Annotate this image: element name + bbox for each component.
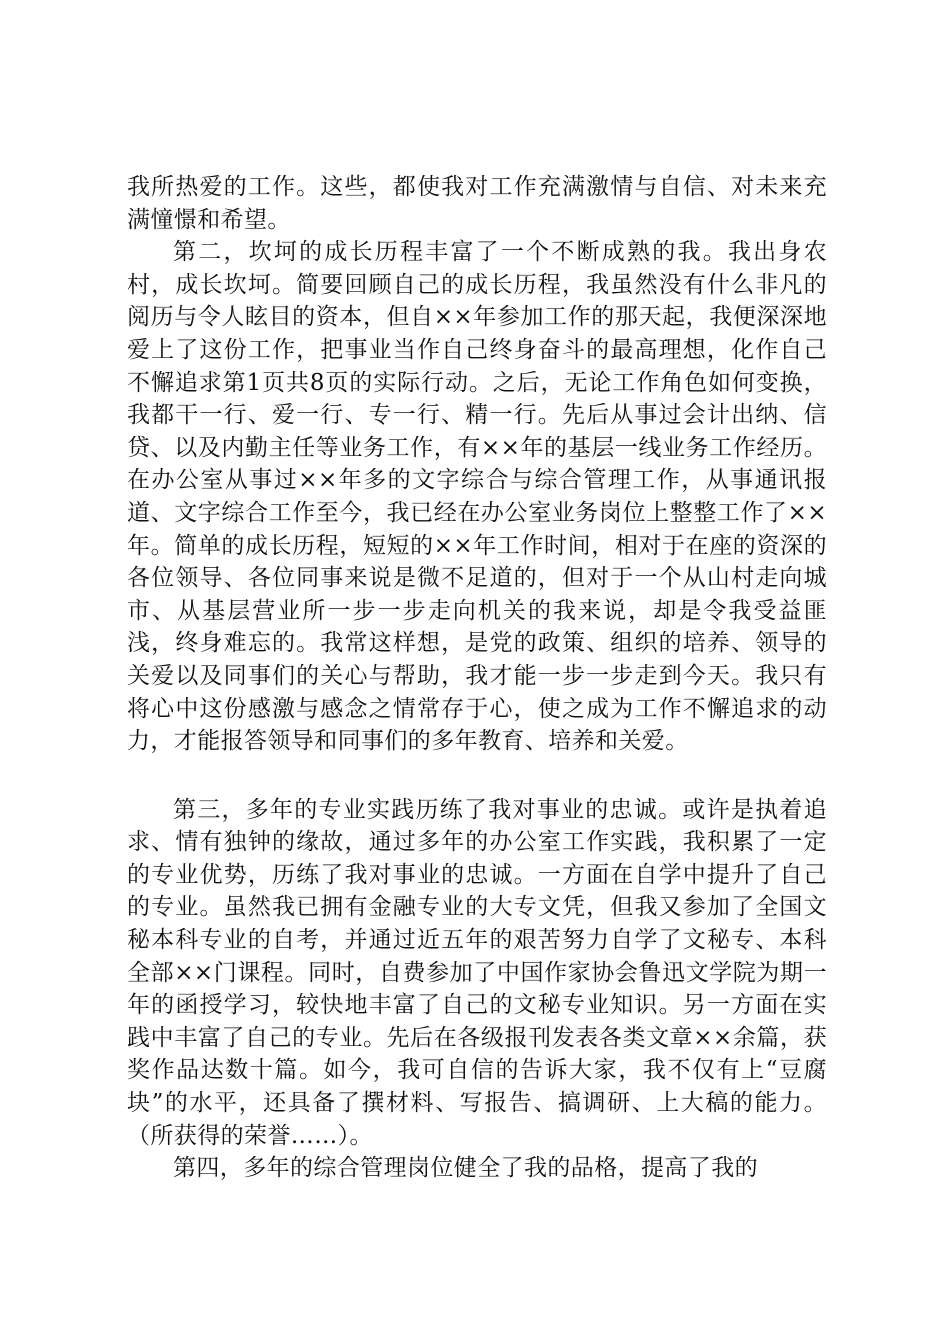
paragraph-continuation: 我所热爱的工作。这些，都使我对工作充满激情与自信、对未来充满憧憬和希望。 (127, 174, 827, 233)
paragraph-fourth-point: 第四，多年的综合管理岗位健全了我的品格，提高了我的 (173, 1155, 758, 1182)
paragraph-second-point: 第二，坎坷的成长历程丰富了一个不断成熟的我。我出身农村，成长坎坷。简要回顾自己的成长历程，我虽然没有什么非凡的阅历与令人眩目的资本，但自××年参加工作的那天起，我便深深地爱上了这份工作，把事业当作自己终身奋斗的最高理想，化作自己不懈追求第1页共8页的实际行动。之后，无论工作角色如何变换，我都干一行、爱一行、专一行、精一行。先后从事过会计出纳、信贷、以及内勤主任等业务工作，有××年的基层一线业务工作经历。在办公室从事过××年多的文字综合与综合管理工作，从事通讯报道、文字综合工作至今，我已经在办公室业务岗位上整整工作了××年。简单的成长历程，短短的××年工作时间，相对于在座的资深的各位领导、各位同事来说是微不足道的，但对于一个从山村走向城市、从基层营业所一步一步走向机关的我来说，却是令我受益匪浅，终身难忘的。我常这样想，是党的政策、组织的培养、领导的关爱以及同事们的关心与帮助，我才能一步一步走到今天。我只有将心中这份感激与感念之情常存于心，使之成为工作不懈追求的动力，才能报答领导和同事们的多年教育、培养和关爱。 (127, 239, 827, 755)
paragraph-third-point: 第三，多年的专业实践历练了我对事业的忠诚。或许是执着追求、情有独钟的缘故，通过多年的办公室工作实践，我积累了一定的专业优势，历练了我对事业的忠诚。一方面在自学中提升了自己的专业。虽然我已拥有金融专业的大专文凭，但我又参加了全国文秘本科专业的自考，并通过近五年的艰苦努力自学了文秘专、本科全部××门课程。同时，自费参加了中国作家协会鲁迅文学院为期一年的函授学习，较快地丰富了自己的文秘专业知识。另一方面在实践中丰富了自己的专业。先后在各级报刊发表各类文章××余篇，获奖作品达数十篇。如今，我可自信的告诉大家，我不仅有上“豆腐块”的水平，还具备了撰材料、写报告、搞调研、上大稿的能力。（所获得的荣誉……）。 (127, 796, 827, 1149)
paragraph-gap (127, 758, 827, 794)
document-page (127, 171, 827, 1185)
